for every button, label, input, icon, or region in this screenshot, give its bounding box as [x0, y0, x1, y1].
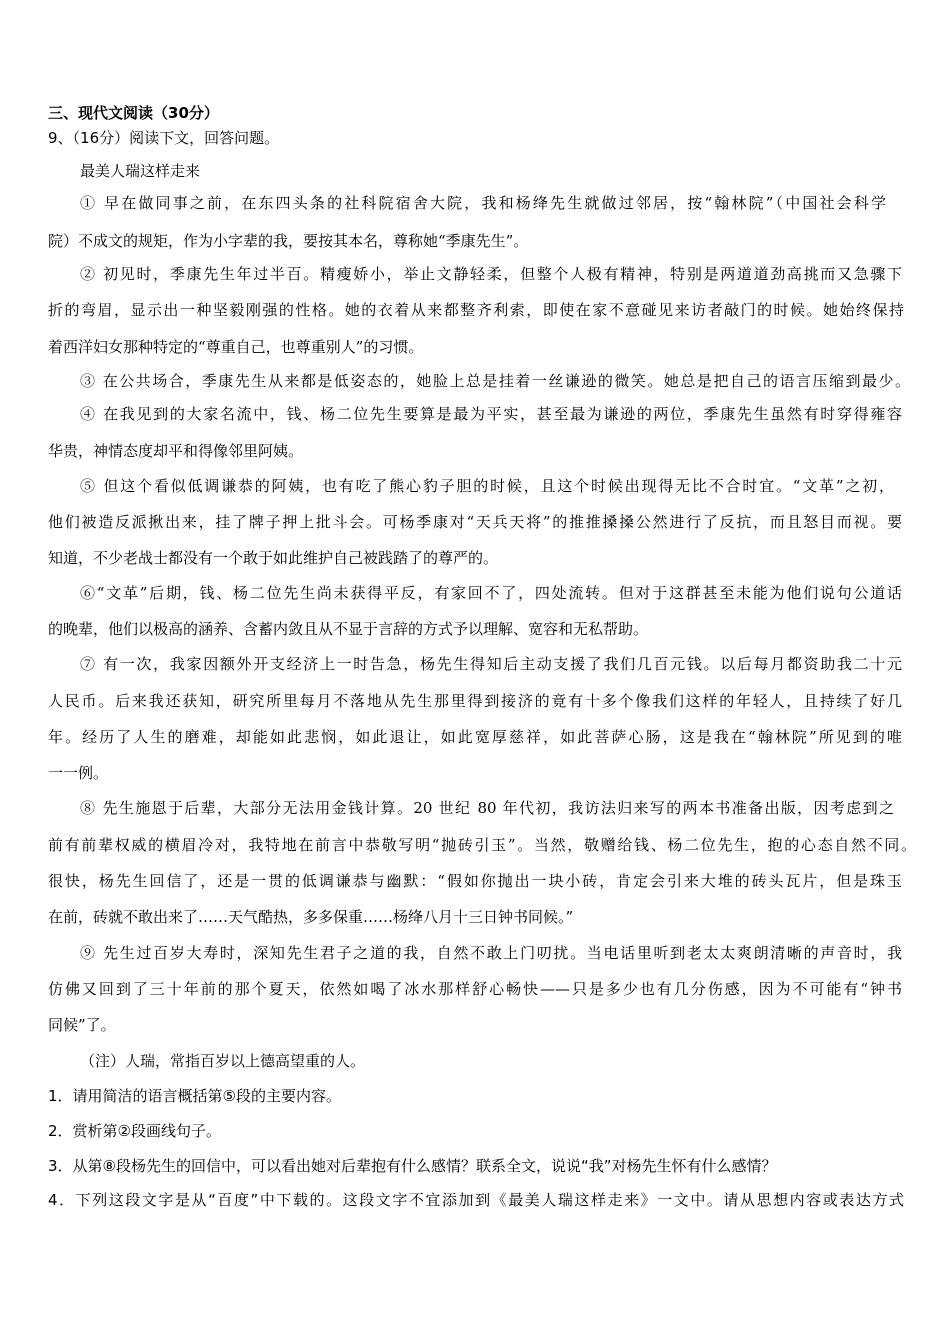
paragraph-8-line-4: 在前，砖就不敢出来了……天气酷热，多多保重……杨绛八月十三日钟书同候。”: [48, 908, 574, 926]
section-heading: 三、现代文阅读（30分）: [48, 104, 219, 122]
question-3: 3．从第⑧段杨先生的回信中，可以看出她对后辈抱有什么感情？联系全文，说说“我”对杨先生怀有什么感情？: [48, 1157, 777, 1175]
paragraph-4-line-1: ④ 在我见到的大家名流中，钱、杨二位先生要算是最为平实，甚至最为谦逊的两位，季康先生虽然有时穿得雍容: [80, 405, 902, 423]
paragraph-8-line-1: ⑧ 先生施恩于后辈，大部分无法用金钱计算。20 世纪 80 年代初，我访法归来写的两本书准备出版，因考虑到之: [80, 799, 894, 817]
paragraph-9-line-1: ⑨ 先生过百岁大寿时，深知先生君子之道的我，自然不敢上门叨扰。当电话里听到老太太爽朗清晰的声音时，我: [80, 944, 902, 962]
paragraph-7-line-3: 年。经历了人生的磨难，却能如此悲悯，如此退让，如此宽厚慈祥，如此菩萨心肠，这是我在“翰林院”所见到的唯: [48, 728, 902, 746]
paragraph-5-line-1: ⑤ 但这个看似低调谦恭的阿姨，也有吃了熊心豹子胆的时候，且这个时候出现得无比不合时宜。“文革”之初，: [80, 477, 894, 495]
paragraph-2-line-3: 着西洋妇女那种特定的“尊重自己，也尊重别人”的习惯。: [48, 338, 424, 356]
paragraph-9-line-2: 仿佛又回到了三十年前的那个夏天，依然如喝了冰水那样舒心畅快——只是多少也有几分伤感，因为不可能有“钟书: [48, 980, 902, 998]
article-title: 最美人瑞这样走来: [80, 162, 201, 180]
annotation-note: （注）人瑞，常指百岁以上德高望重的人。: [80, 1052, 366, 1070]
question-1: 1．请用简洁的语言概括第⑤段的主要内容。: [48, 1087, 341, 1105]
paragraph-7-line-1: ⑦ 有一次，我家因额外开支经济上一时告急，杨先生得知后主动支援了我们几百元钱。以后每月都资助我二十元: [80, 655, 902, 673]
paragraph-5-line-2: 他们被造反派揪出来，挂了牌子押上批斗会。可杨季康对“天兵天将”的推推搡搡公然进行了反抗，而且怒目而视。要: [48, 513, 902, 531]
paragraph-8-line-3: 很快，杨先生回信了，还是一贯的低调谦恭与幽默：“假如你抛出一块小砖，肯定会引来大堆的砖头瓦片，但是珠玉: [48, 872, 902, 890]
paragraph-2-line-1: ② 初见时，季康先生年过半百。精瘦娇小，举止文静轻柔，但整个人极有精神，特别是两道道劲高挑而又急骤下: [80, 265, 902, 283]
paragraph-9-line-3: 同候”了。: [48, 1016, 116, 1034]
paragraph-3-line-1: ③ 在公共场合，季康先生从来都是低姿态的，她脸上总是挂着一丝谦逊的微笑。她总是把自己的语言压缩到最少。: [80, 372, 910, 390]
paragraph-4-line-2: 华贵，神情态度却平和得像邻里阿姨。: [48, 442, 304, 460]
question-intro: 9、（16分）阅读下文，回答问题。: [48, 129, 280, 147]
paragraph-1-line-1: ① 早在做同事之前，在东四头条的社科院宿舍大院，我和杨绛先生就做过邻居，按“翰林院”（中国社会科学: [80, 194, 886, 212]
paragraph-2-line-2: 折的弯眉，显示出一种坚毅刚强的性格。她的衣着从来都整齐利索，即使在家不意碰见来访者敲门的时候。她始终保持: [48, 301, 904, 319]
paragraph-6-line-1: ⑥“文革”后期，钱、杨二位先生尚未获得平反，有家回不了，四处流转。但对于这群甚至未能为他们说句公道话: [80, 584, 902, 602]
paragraph-1-line-2: 院）不成文的规矩，作为小字辈的我，要按其本名，尊称她“季康先生”。: [48, 232, 529, 250]
question-4: 4．下列这段文字是从“百度”中下载的。这段文字不宜添加到《最美人瑞这样走来》一文中。请从思想内容或表达方式: [48, 1191, 904, 1209]
paragraph-7-line-4: 一一例。: [48, 764, 109, 782]
question-2: 2．赏析第②段画线句子。: [48, 1122, 221, 1140]
paragraph-7-line-2: 人民币。后来我还获知，研究所里每月不落地从先生那里得到接济的竟有十多个像我们这样的年轻人，且持续了好几: [48, 692, 902, 710]
paragraph-5-line-3: 知道，不少老战士都没有一个敢于如此维护自己被践踏了的尊严的。: [48, 549, 499, 567]
paragraph-8-line-2: 前有前辈权威的横眉冷对，我特地在前言中恭敬写明“抛砖引玉”。当然，敬赠给钱、杨二位先生，抱的心态自然不同。: [48, 836, 916, 854]
paragraph-6-line-2: 的晚辈，他们以极高的涵养、含蓄内敛且从不显于言辞的方式予以理解、宽容和无私帮助。: [48, 620, 649, 638]
